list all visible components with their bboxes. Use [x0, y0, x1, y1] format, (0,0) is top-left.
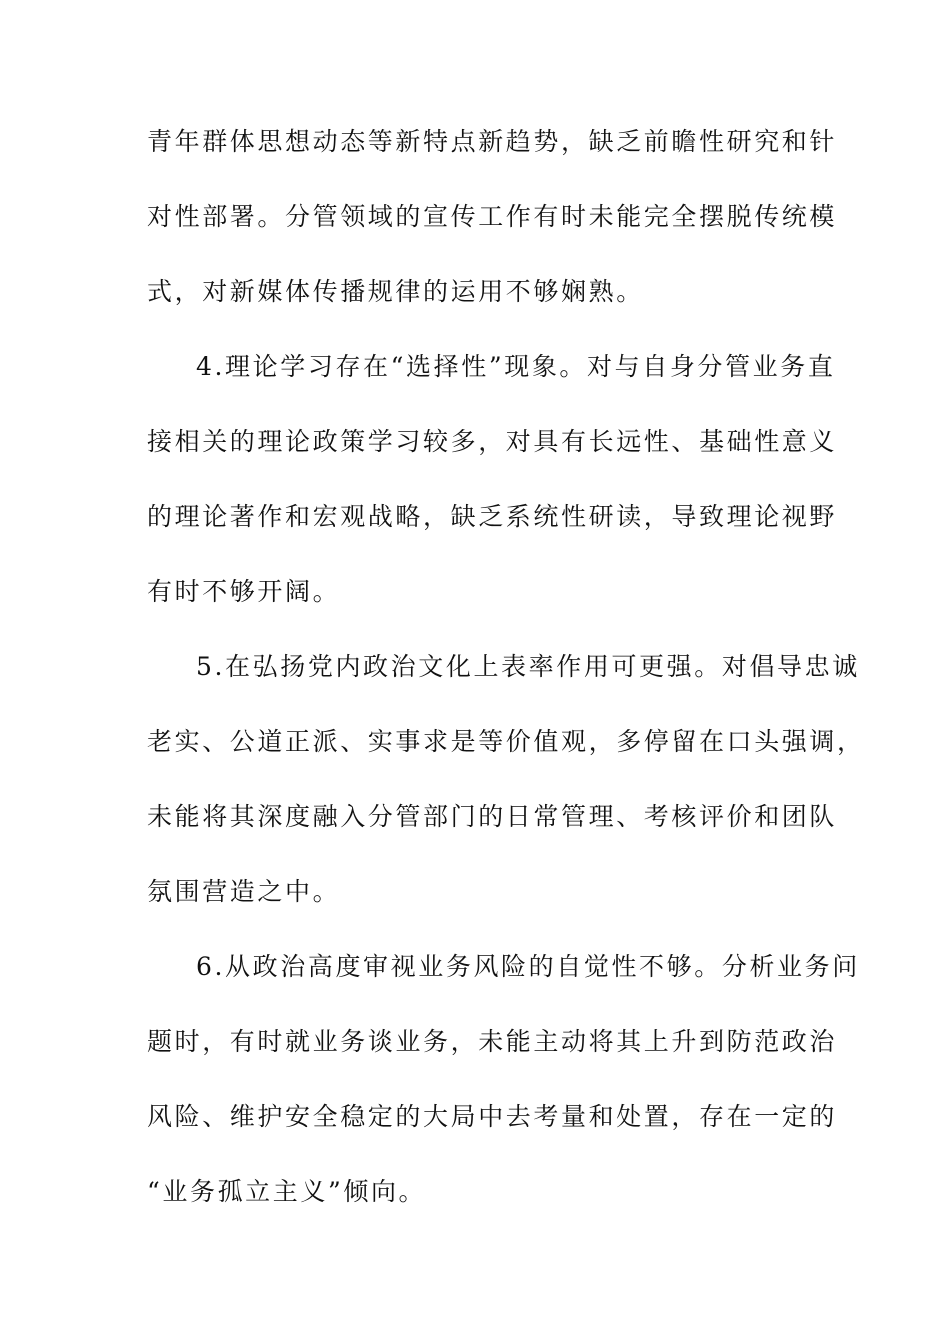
paragraph-1-line-3: 式，对新媒体传播规律的运用不够娴熟。 [147, 277, 644, 306]
paragraph-2-line-4: 有时不够开阔。 [147, 577, 341, 606]
paragraph-4-line-1: 6.从政治高度审视业务风险的自觉性不够。分析业务问 [196, 952, 860, 981]
paragraph-3-line-2: 老实、公道正派、实事求是等价值观，多停留在口头强调， [147, 727, 865, 756]
paragraph-2-line-3: 的理论著作和宏观战略，缺乏系统性研读，导致理论视野 [147, 502, 838, 531]
paragraph-2-line-1: 4.理论学习存在“选择性”现象。对与自身分管业务直 [196, 352, 836, 381]
paragraph-3-line-1: 5.在弘扬党内政治文化上表率作用可更强。对倡导忠诚 [196, 652, 860, 681]
paragraph-4-line-2: 题时，有时就业务谈业务，未能主动将其上升到防范政治 [147, 1027, 838, 1056]
paragraph-3-line-3: 未能将其深度融入分管部门的日常管理、考核评价和团队 [147, 802, 838, 831]
paragraph-1-line-2: 对性部署。分管领域的宣传工作有时未能完全摆脱传统模 [147, 202, 838, 231]
paragraph-3-line-4: 氛围营造之中。 [147, 877, 341, 906]
paragraph-4-line-4: “业务孤立主义”倾向。 [147, 1177, 427, 1206]
paragraph-2-line-2: 接相关的理论政策学习较多，对具有长远性、基础性意义 [147, 427, 838, 456]
paragraph-1-line-1: 青年群体思想动态等新特点新趋势，缺乏前瞻性研究和针 [147, 127, 838, 156]
paragraph-4-line-3: 风险、维护安全稳定的大局中去考量和处置，存在一定的 [147, 1102, 838, 1131]
